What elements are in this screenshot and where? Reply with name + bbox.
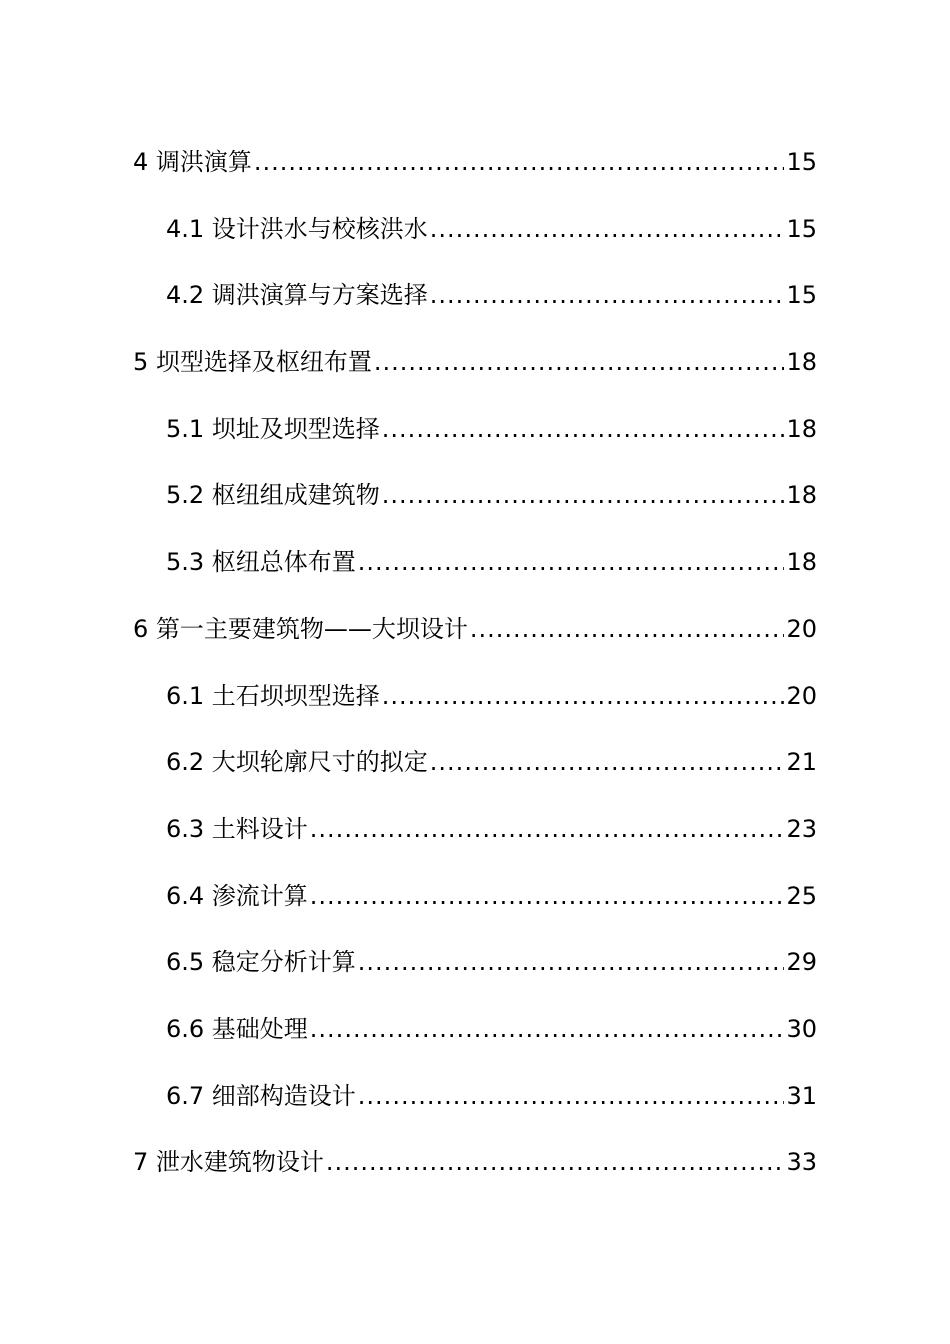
- toc-entry[interactable]: [0, 407, 950, 474]
- toc-entry-title: 7 泄水建筑物设计: [133, 1148, 324, 1177]
- toc-entry[interactable]: [0, 807, 950, 874]
- toc-entry[interactable]: [0, 540, 950, 607]
- toc-dot-leader: [254, 140, 785, 184]
- toc-entry-title: 5.1 坝址及坝型选择: [166, 414, 380, 443]
- toc-entry-page: 21: [786, 748, 817, 777]
- toc-entry-page: 30: [786, 1014, 817, 1043]
- toc-entry-title: 6.7 细部构造设计: [166, 1081, 356, 1110]
- toc-entry[interactable]: [0, 273, 950, 340]
- toc-dot-leader: [358, 540, 785, 584]
- toc-dot-leader: [358, 1074, 785, 1118]
- toc-entry-title: 5.3 枢纽总体布置: [166, 548, 356, 577]
- toc-entry-page: 23: [786, 814, 817, 843]
- toc-dot-leader: [310, 874, 785, 918]
- toc-entry-page: 15: [786, 214, 817, 243]
- toc-entry[interactable]: [0, 874, 950, 941]
- toc-entry-title: 6.5 稳定分析计算: [166, 948, 356, 977]
- toc-entry-title: 4.2 调洪演算与方案选择: [166, 281, 428, 310]
- toc-entry[interactable]: [0, 1074, 950, 1141]
- toc-entry[interactable]: [0, 607, 950, 674]
- toc-entry-title: 5 坝型选择及枢纽布置: [133, 348, 372, 377]
- toc-entry-page: 15: [786, 148, 817, 176]
- toc-dot-leader: [358, 940, 785, 984]
- toc-dot-leader: [430, 207, 785, 251]
- toc-entry-title: 4.1 设计洪水与校核洪水: [166, 214, 428, 243]
- toc-entry[interactable]: [0, 473, 950, 540]
- toc-entry[interactable]: [0, 1007, 950, 1074]
- toc-entry-title: 6.3 土料设计: [166, 814, 308, 843]
- toc-dot-leader: [374, 340, 785, 384]
- toc-entry-title: 6.6 基础处理: [166, 1014, 308, 1043]
- toc-entry[interactable]: [0, 1140, 950, 1207]
- toc-entry[interactable]: [0, 740, 950, 807]
- toc-entry-page: 25: [786, 881, 817, 910]
- toc-dot-leader: [430, 273, 785, 317]
- table-of-contents: [0, 140, 950, 1207]
- toc-entry[interactable]: [0, 674, 950, 741]
- toc-entry-page: 18: [786, 348, 817, 377]
- toc-entry-page: 33: [786, 1148, 817, 1177]
- toc-entry-title: 5.2 枢纽组成建筑物: [166, 481, 380, 510]
- toc-entry-title: 6 第一主要建筑物——大坝设计: [133, 614, 468, 643]
- toc-entry[interactable]: [0, 140, 950, 207]
- toc-entry-page: 18: [786, 481, 817, 510]
- toc-entry[interactable]: [0, 207, 950, 274]
- toc-dot-leader: [310, 1007, 785, 1051]
- toc-entry-title: 6.2 大坝轮廓尺寸的拟定: [166, 748, 428, 777]
- toc-entry-page: 20: [786, 614, 817, 643]
- toc-entry[interactable]: [0, 940, 950, 1007]
- toc-entry-title: 4 调洪演算: [133, 148, 252, 176]
- toc-entry-page: 15: [786, 281, 817, 310]
- toc-dot-leader: [430, 740, 785, 784]
- toc-entry-page: 29: [786, 948, 817, 977]
- toc-dot-leader: [382, 674, 785, 718]
- toc-dot-leader: [310, 807, 785, 851]
- toc-dot-leader: [470, 607, 785, 651]
- toc-entry-page: 18: [786, 548, 817, 577]
- toc-dot-leader: [382, 473, 785, 517]
- toc-dot-leader: [382, 407, 785, 451]
- toc-dot-leader: [326, 1140, 785, 1184]
- toc-entry[interactable]: [0, 340, 950, 407]
- toc-entry-title: 6.4 渗流计算: [166, 881, 308, 910]
- toc-entry-page: 18: [786, 414, 817, 443]
- toc-entry-page: 20: [786, 681, 817, 710]
- toc-entry-title: 6.1 土石坝坝型选择: [166, 681, 380, 710]
- toc-entry-page: 31: [786, 1081, 817, 1110]
